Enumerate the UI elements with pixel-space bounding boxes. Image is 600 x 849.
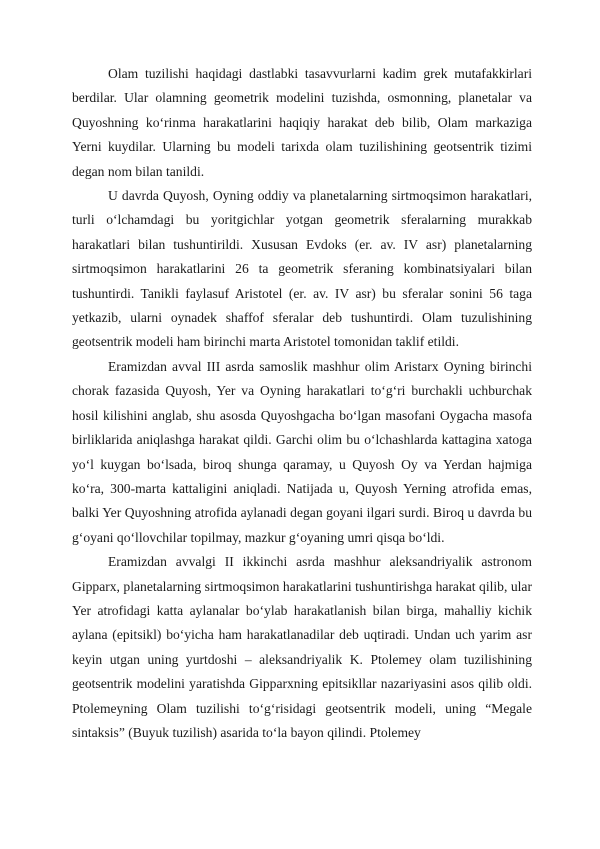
paragraph-eudoxus-aristotle: U davrda Quyosh, Oyning oddiy va planetalarning sirtmoqsimon harakatlari, turli o‘lchamdagi bu yoritgichlar yotgan geometrik sferalarning murakkab harakatlari bilan tushuntirildi. Xususan Evdoks (er. av. IV asr) planetalarning sirtmoqsimon harakatlarini 26 ta geometrik sferaning kombinatsiyalari bilan tushuntirdi. Tanikli faylasuf Aristotel (er. av. IV asr) bu sferalar sonini 56 taga yetkazib, ularni oynadek shaffof sferalar deb tushuntirdi. Olam tuzulishining geotsentrik modeli ham birinchi marta Aristotel tomonidan taklif etildi. bbox=[72, 188, 532, 350]
paragraph-aristarchus: Eramizdan avval III asrda samoslik mashhur olim Aristarx Oyning birinchi chorak fazasida Quyosh, Yer va Oyning harakatlari to‘g‘ri burchakli uchburchak hosil kilishini anglab, shu asosda Quyoshgacha bo‘lgan masofani Oygacha masofa birliklarida aniqlashga harakat qildi. Garchi olim bu o‘lchashlarda kattagina xatoga yo‘l kuygan bo‘lsada, biroq shunga qaramay, u Quyosh Oy va Yerdan hajmiga ko‘ra, 300-marta kattaligini aniqladi. Natijada u, Quyosh Yerning atrofida emas, balki Yer Quyoshning atrofida aylanadi degan goyani ilgari surdi. Biroq u davrda bu g‘oyani qo‘llovchilar topilmay, mazkur g‘oyaning umri qisqa bo‘ldi. bbox=[72, 358, 532, 545]
document-page bbox=[72, 62, 532, 745]
paragraph-hipparchus-ptolemy: Eramizdan avvalgi II ikkinchi asrda mashhur aleksandriyalik astronom Gipparx, planetalarning sirtmoqsimon harakatlarini tushuntirishga harakat qilib, ular Yer atrofidagi katta aylanalar bo‘ylab harakatlanish bilan birga, mahalliy kichik aylana (epitsikl) bo‘yicha ham harakatlanadilar deb uqtiradi. Undan uch yarim asr keyin utgan uning yurtdoshi – aleksandriyalik K. Ptolemey olam tuzilishining geotsentrik modelini yaratishda Gipparxning epitsikllar nazariyasini asos qilib oldi. Ptolemeyning Olam tuzilishi to‘g‘risidagi geotsentrik modeli, uning “Megale sintaksis” (Buyuk tuzilish) asarida to‘la bayon qilindi. Ptolemey bbox=[72, 554, 532, 740]
paragraph-geocentric-origins: Olam tuzilishi haqidagi dastlabki tasavvurlarni kadim grek mutafakkirlari berdilar. Ular olamning geometrik modelini tuzishda, osmonning, planetalar va Quyoshning ko‘rinma harakatlarini haqiqiy harakat deb bilib, Olam markaziga Yerni kuydilar. Ularning bu modeli tarixda olam tuzilishining geotsentrik tizimi degan nom bilan tanildi. bbox=[72, 66, 532, 179]
